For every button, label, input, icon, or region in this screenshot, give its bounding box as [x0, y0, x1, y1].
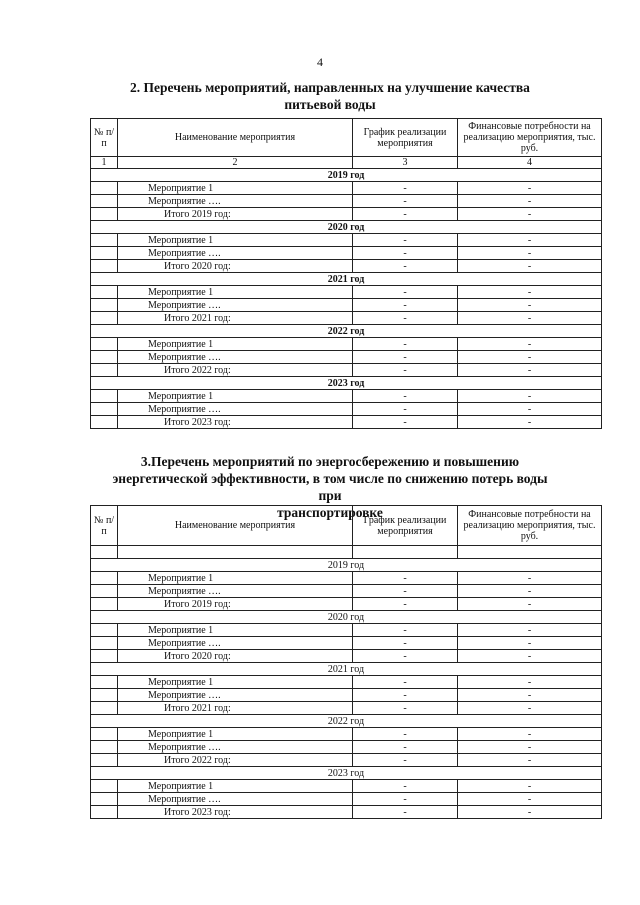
total-label: Итого 2019 год: [118, 598, 353, 611]
schedule-value: - [353, 364, 458, 377]
schedule-value: - [353, 182, 458, 195]
year-row [91, 273, 602, 286]
finance-value: - [458, 793, 602, 806]
row-number-cell [91, 624, 118, 637]
finance-value: - [458, 650, 602, 663]
section-2-title [100, 79, 560, 113]
section-3-title-line1: 3.Перечень мероприятий по энергосбережению и повышению [140, 454, 520, 469]
year-label: 2023 год [91, 767, 602, 780]
finance-value: - [458, 624, 602, 637]
total-label: Итого 2020 год: [118, 650, 353, 663]
table-row [91, 572, 602, 585]
finance-value: - [458, 286, 602, 299]
row-number-cell [91, 598, 118, 611]
table-row [91, 585, 602, 598]
row-number-cell [91, 702, 118, 715]
year-label: 2019 год [91, 559, 602, 572]
table-row [91, 403, 602, 416]
schedule-value: - [353, 234, 458, 247]
schedule-value: - [353, 572, 458, 585]
year-row [91, 767, 602, 780]
table-row [91, 390, 602, 403]
table-row [91, 689, 602, 702]
row-number-cell [91, 416, 118, 429]
activity-name: Мероприятие 1 [118, 676, 353, 689]
year-row [91, 663, 602, 676]
section-3-table [90, 505, 602, 819]
activity-name: Мероприятие …. [118, 351, 353, 364]
table-row [91, 195, 602, 208]
row-number-cell [91, 572, 118, 585]
column-number-row [91, 157, 602, 169]
row-number-cell [91, 780, 118, 793]
row-number-cell [91, 806, 118, 819]
activity-name: Мероприятие …. [118, 247, 353, 260]
finance-value: - [458, 754, 602, 767]
row-number-cell [91, 286, 118, 299]
table-row [91, 780, 602, 793]
column-number: 4 [458, 157, 602, 169]
year-label: 2022 год [91, 325, 602, 338]
activity-name: Мероприятие …. [118, 585, 353, 598]
column-number: 1 [91, 157, 118, 169]
schedule-value: - [353, 806, 458, 819]
finance-value: - [458, 208, 602, 221]
table-header-row [91, 506, 602, 546]
schedule-value: - [353, 416, 458, 429]
finance-value: - [458, 351, 602, 364]
schedule-value: - [353, 754, 458, 767]
schedule-value: - [353, 585, 458, 598]
table-header-row [91, 119, 602, 157]
total-row [91, 312, 602, 325]
column-number [458, 546, 602, 559]
schedule-value: - [353, 390, 458, 403]
finance-value: - [458, 403, 602, 416]
finance-value: - [458, 182, 602, 195]
schedule-value: - [353, 728, 458, 741]
total-label: Итого 2019 год: [118, 208, 353, 221]
header-finance: Финансовые потребности на реализацию мероприятия, тыс. руб. [458, 119, 602, 157]
table-row [91, 351, 602, 364]
row-number-cell [91, 338, 118, 351]
activity-name: Мероприятие …. [118, 793, 353, 806]
finance-value: - [458, 260, 602, 273]
header-schedule: График реализации мероприятия [353, 506, 458, 546]
header-name: Наименование мероприятия [118, 506, 353, 546]
activity-name: Мероприятие 1 [118, 286, 353, 299]
table-row [91, 793, 602, 806]
finance-value: - [458, 390, 602, 403]
row-number-cell [91, 741, 118, 754]
row-number-cell [91, 637, 118, 650]
year-label: 2023 год [91, 377, 602, 390]
page-number: 4 [317, 55, 323, 69]
schedule-value: - [353, 702, 458, 715]
row-number-cell [91, 260, 118, 273]
schedule-value: - [353, 689, 458, 702]
total-label: Итого 2023 год: [118, 806, 353, 819]
schedule-value: - [353, 780, 458, 793]
schedule-value: - [353, 338, 458, 351]
year-label: 2020 год [91, 221, 602, 234]
table-row [91, 286, 602, 299]
schedule-value: - [353, 637, 458, 650]
row-number-cell [91, 403, 118, 416]
row-number-cell [91, 585, 118, 598]
total-row [91, 598, 602, 611]
schedule-value: - [353, 793, 458, 806]
row-number-cell [91, 793, 118, 806]
table-row [91, 676, 602, 689]
schedule-value: - [353, 741, 458, 754]
finance-value: - [458, 338, 602, 351]
activity-name: Мероприятие 1 [118, 728, 353, 741]
row-number-cell [91, 182, 118, 195]
schedule-value: - [353, 260, 458, 273]
finance-value: - [458, 689, 602, 702]
year-row [91, 611, 602, 624]
table-row [91, 299, 602, 312]
row-number-cell [91, 728, 118, 741]
finance-value: - [458, 299, 602, 312]
total-label: Итого 2021 год: [118, 702, 353, 715]
row-number-cell [91, 299, 118, 312]
table-row [91, 247, 602, 260]
header-schedule: График реализации мероприятия [353, 119, 458, 157]
total-row [91, 416, 602, 429]
row-number-cell [91, 312, 118, 325]
activity-name: Мероприятие …. [118, 637, 353, 650]
activity-name: Мероприятие 1 [118, 338, 353, 351]
schedule-value: - [353, 403, 458, 416]
year-row [91, 377, 602, 390]
year-row [91, 325, 602, 338]
column-number [118, 546, 353, 559]
year-row [91, 715, 602, 728]
schedule-value: - [353, 208, 458, 221]
schedule-value: - [353, 286, 458, 299]
table-row [91, 182, 602, 195]
activity-name: Мероприятие 1 [118, 182, 353, 195]
column-number [91, 546, 118, 559]
total-row [91, 754, 602, 767]
activity-name: Мероприятие 1 [118, 390, 353, 403]
total-row [91, 208, 602, 221]
activity-name: Мероприятие 1 [118, 234, 353, 247]
total-label: Итого 2021 год: [118, 312, 353, 325]
activity-name: Мероприятие …. [118, 195, 353, 208]
schedule-value: - [353, 624, 458, 637]
schedule-value: - [353, 351, 458, 364]
section-3-title-line3: транспортировке [277, 505, 383, 520]
finance-value: - [458, 585, 602, 598]
header-num: № п/п [91, 506, 118, 546]
header-finance: Финансовые потребности на реализацию мероприятия, тыс. руб. [458, 506, 602, 546]
total-label: Итого 2023 год: [118, 416, 353, 429]
finance-value: - [458, 312, 602, 325]
year-label: 2022 год [91, 715, 602, 728]
total-label: Итого 2022 год: [118, 754, 353, 767]
header-name: Наименование мероприятия [118, 119, 353, 157]
section-2-title-line1: 2. Перечень мероприятий, направленных на улучшение качества [130, 80, 530, 95]
header-num: № п/п [91, 119, 118, 157]
table-row [91, 741, 602, 754]
table-row [91, 234, 602, 247]
table-row [91, 624, 602, 637]
row-number-cell [91, 234, 118, 247]
year-row [91, 169, 602, 182]
table-row [91, 338, 602, 351]
column-number: 3 [353, 157, 458, 169]
row-number-cell [91, 208, 118, 221]
year-label: 2019 год [91, 169, 602, 182]
finance-value: - [458, 780, 602, 793]
year-label: 2021 год [91, 273, 602, 286]
activity-name: Мероприятие 1 [118, 572, 353, 585]
finance-value: - [458, 416, 602, 429]
finance-value: - [458, 676, 602, 689]
row-number-cell [91, 650, 118, 663]
column-number-row [91, 546, 602, 559]
year-label: 2020 год [91, 611, 602, 624]
total-row [91, 260, 602, 273]
finance-value: - [458, 195, 602, 208]
column-number [353, 546, 458, 559]
finance-value: - [458, 234, 602, 247]
row-number-cell [91, 247, 118, 260]
schedule-value: - [353, 299, 458, 312]
year-label: 2021 год [91, 663, 602, 676]
finance-value: - [458, 247, 602, 260]
activity-name: Мероприятие …. [118, 299, 353, 312]
schedule-value: - [353, 195, 458, 208]
finance-value: - [458, 741, 602, 754]
schedule-value: - [353, 676, 458, 689]
row-number-cell [91, 351, 118, 364]
table-row [91, 637, 602, 650]
finance-value: - [458, 364, 602, 377]
finance-value: - [458, 702, 602, 715]
total-label: Итого 2020 год: [118, 260, 353, 273]
activity-name: Мероприятие …. [118, 689, 353, 702]
row-number-cell [91, 754, 118, 767]
activity-name: Мероприятие 1 [118, 780, 353, 793]
row-number-cell [91, 689, 118, 702]
section-2-title-line2: питьевой воды [284, 97, 376, 112]
total-row [91, 364, 602, 377]
activity-name: Мероприятие 1 [118, 624, 353, 637]
total-row [91, 806, 602, 819]
finance-value: - [458, 637, 602, 650]
section-2-table-body [91, 169, 602, 429]
total-label: Итого 2022 год: [118, 364, 353, 377]
row-number-cell [91, 390, 118, 403]
finance-value: - [458, 728, 602, 741]
year-row [91, 559, 602, 572]
table-row [91, 728, 602, 741]
section-2-table [90, 118, 602, 429]
finance-value: - [458, 806, 602, 819]
activity-name: Мероприятие …. [118, 741, 353, 754]
activity-name: Мероприятие …. [118, 403, 353, 416]
schedule-value: - [353, 312, 458, 325]
total-row [91, 650, 602, 663]
row-number-cell [91, 364, 118, 377]
schedule-value: - [353, 598, 458, 611]
finance-value: - [458, 598, 602, 611]
schedule-value: - [353, 247, 458, 260]
finance-value: - [458, 572, 602, 585]
row-number-cell [91, 195, 118, 208]
total-row [91, 702, 602, 715]
year-row [91, 221, 602, 234]
section-3-title-line2: энергетической эффективности, в том числе по снижению потерь воды при [112, 471, 548, 503]
row-number-cell [91, 676, 118, 689]
schedule-value: - [353, 650, 458, 663]
section-3-table-body [91, 559, 602, 819]
column-number: 2 [118, 157, 353, 169]
